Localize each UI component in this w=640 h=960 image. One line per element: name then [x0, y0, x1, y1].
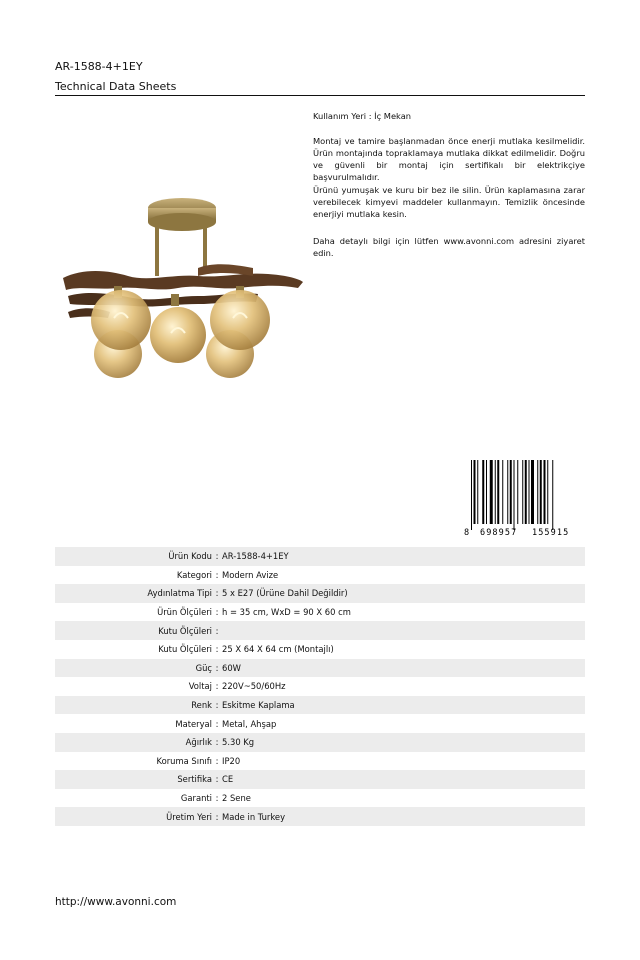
spec-value: CE: [222, 774, 234, 785]
spec-separator: :: [215, 551, 219, 562]
spec-row: [55, 640, 585, 659]
spec-separator: :: [215, 700, 219, 711]
spec-row: [55, 752, 585, 771]
spec-label: Aydınlatma Tipi: [147, 588, 212, 599]
spec-value: 60W: [222, 662, 241, 673]
spec-value: 5 x E27 (Ürüne Dahil Değildir): [222, 588, 348, 599]
safety-paragraph: Montaj ve tamire başlanmadan önce enerji mutlaka kesilmelidir. Ürün montajında topraklamaya mutlaka dikkat edilmelidir. Doğru ve güvenli bir montaj için sertifikalı bir elektrikçiye başvurulmalıdır.: [313, 136, 585, 182]
barcode-bar: [529, 460, 530, 524]
spec-separator: :: [215, 607, 219, 618]
document-header: [55, 60, 585, 94]
spec-separator: :: [215, 681, 219, 692]
document-subtitle: Technical Data Sheets: [55, 80, 177, 93]
barcode-bar: [482, 460, 484, 524]
spec-row: [55, 696, 585, 715]
spec-row: [55, 789, 585, 808]
barcode-bar: [544, 460, 546, 524]
spec-separator: :: [215, 588, 219, 599]
spec-label: Güç: [195, 662, 212, 673]
spec-label: Garanti: [180, 793, 212, 804]
spec-label: Materyal: [175, 718, 212, 729]
spec-value: 5.30 Kg: [222, 737, 255, 748]
spec-value: IP20: [222, 755, 241, 766]
barcode-bars: [462, 460, 586, 538]
chandelier-product-image: [58, 190, 308, 390]
barcode-bar: [552, 460, 553, 530]
spec-value: 2 Sene: [222, 793, 251, 804]
spec-separator: :: [215, 569, 219, 580]
spec-separator: :: [215, 811, 219, 822]
barcode-bar: [507, 460, 508, 524]
usage-label: Kullanım Yeri: [313, 111, 367, 121]
spec-value: h = 35 cm, WxD = 90 X 60 cm: [222, 607, 351, 618]
spec-label: Kategori: [176, 569, 212, 580]
spec-label: Ürün Ölçüleri: [157, 607, 212, 618]
header-divider: [55, 95, 585, 96]
spec-label: Kutu Ölçüleri: [158, 625, 212, 636]
spec-row: [55, 807, 585, 826]
barcode-bar: [497, 460, 499, 524]
spec-table: [55, 547, 585, 826]
spec-value: Eskitme Kaplama: [222, 700, 295, 711]
barcode-bar: [537, 460, 538, 524]
barcode-bar: [540, 460, 542, 524]
footer-url[interactable]: http://www.avonni.com: [55, 896, 177, 908]
barcode-bar: [477, 460, 478, 524]
barcode-bar: [525, 460, 527, 524]
spec-value: 220V~50/60Hz: [222, 681, 286, 692]
barcode-digits-left: 698957: [480, 528, 518, 538]
spec-row: [55, 566, 585, 585]
spec-separator: :: [215, 793, 219, 804]
barcode-bar: [490, 460, 493, 524]
spec-separator: :: [215, 625, 219, 636]
spec-row: [55, 677, 585, 696]
barcode-bar: [514, 460, 515, 530]
barcode-bar: [502, 460, 503, 524]
spec-value: 25 X 64 X 64 cm (Montajlı): [222, 644, 334, 655]
spec-row: [55, 603, 585, 622]
spec-row: [55, 659, 585, 678]
usage-value: İç Mekan: [374, 111, 412, 121]
spec-value: Made in Turkey: [222, 811, 286, 822]
spec-separator: :: [215, 718, 219, 729]
barcode-bar: [517, 460, 518, 524]
barcode-digits-right: 155915: [532, 528, 570, 538]
spec-label: Renk: [191, 700, 212, 711]
usage-line: Kullanım Yeri : İç Mekan: [313, 111, 412, 121]
barcode-bar: [471, 460, 472, 530]
spec-row: [55, 770, 585, 789]
barcode-bar: [522, 460, 523, 524]
spec-row: [55, 733, 585, 752]
barcode-digit-lead: 8: [464, 528, 470, 538]
spec-row: [55, 547, 585, 566]
barcode-bar: [495, 460, 496, 524]
product-code-title: AR-1588-4+1EY: [55, 60, 143, 73]
barcode-bar: [531, 460, 534, 524]
spec-row: [55, 584, 585, 603]
product-barcode: [462, 460, 586, 538]
spec-row: [55, 714, 585, 733]
spec-label: Üretim Yeri: [166, 811, 212, 822]
barcode-bar: [510, 460, 512, 524]
barcode-bar: [486, 460, 487, 524]
info-paragraph: Daha detaylı bilgi için lütfen www.avonni.com adresini ziyaret edin.: [313, 236, 585, 258]
spec-value: Metal, Ahşap: [222, 718, 277, 729]
cleaning-paragraph: Ürünü yumuşak ve kuru bir bez ile silin. Ürün kaplamasına zarar verebilecek kimyevi maddeler kullanmayın. Temizlik öncesinde enerjiyi mutlaka kesin.: [313, 185, 585, 219]
spec-value: AR-1588-4+1EY: [222, 551, 289, 562]
spec-value: Modern Avize: [222, 569, 279, 580]
spec-separator: :: [215, 644, 219, 655]
spec-label: Ürün Kodu: [168, 551, 212, 562]
barcode-bar: [474, 460, 476, 524]
spec-separator: :: [215, 737, 219, 748]
spec-label: Kutu Ölçüleri: [158, 644, 212, 655]
spec-label: Koruma Sınıfı: [156, 755, 212, 766]
barcode-bar: [547, 460, 548, 524]
spec-separator: :: [215, 755, 219, 766]
spec-label: Ağırlık: [185, 737, 212, 748]
spec-row: [55, 621, 585, 640]
spec-label: Sertifika: [177, 774, 212, 785]
spec-separator: :: [215, 774, 219, 785]
spec-label: Voltaj: [188, 681, 212, 692]
spec-separator: :: [215, 662, 219, 673]
